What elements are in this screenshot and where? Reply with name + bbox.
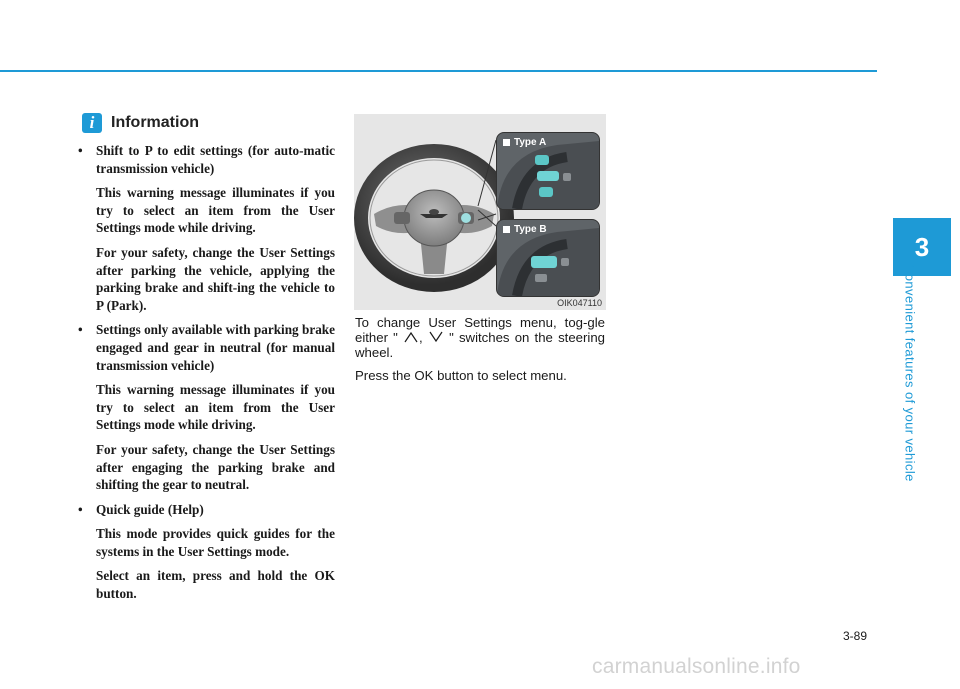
paragraph: For your safety, change the User Settings after engaging the parking brake and shifting the gear to neutral. [96,441,335,493]
page-number: 3-89 [843,629,868,643]
bullet-item: • Settings only available with parking brake engaged and gear in neutral (for manual transmission vehicle) [76,321,335,374]
instruction-text-start: To change User Settings menu, tog-gle either " [355,315,605,345]
type-b-label [503,224,547,235]
instruction-paragraph: Press the OK button to select menu. [355,368,567,383]
information-body [76,142,335,603]
instruction-separator: , [419,330,423,345]
type-a-text: Type A [514,137,547,148]
instruction-paragraph [355,315,605,360]
info-icon: i [82,113,102,133]
figure-code: OIK047110 [557,298,602,308]
watermark: carmanualsonline.info [592,655,801,678]
down-chevron-icon [428,331,444,343]
instructions-body [355,315,605,391]
square-icon [503,139,510,146]
chapter-tab: 3 [893,218,951,276]
information-title: Information [111,114,199,131]
paragraph: This warning message illuminates if you try to select an item from the User Settings mode while driving. [96,382,335,433]
paragraph: This mode provides quick guides for the systems in the User Settings mode. [96,526,335,559]
paragraph: Select an item, press and hold the OK button. [96,568,335,602]
bullet-item: • Shift to P to edit settings (for auto-matic transmission vehicle) [76,142,335,177]
type-a-label [503,137,546,148]
paragraph: This warning message illuminates if you try to select an item from the User Settings mode while driving. [96,185,335,236]
type-b-inset [496,219,600,297]
type-b-text: Type B [514,224,547,235]
bullet-item: • Quick guide (Help) [76,501,335,519]
information-header [82,113,199,133]
header-rule [0,70,877,72]
paragraph: For your safety, change the User Settings after parking the vehicle, applying the parking brake and shift-ing the vehicle to P (Park). [96,244,335,313]
chapter-title: Convenient features of your vehicle [902,264,918,482]
type-a-inset [496,132,600,210]
square-icon [503,226,510,233]
up-chevron-icon [403,331,419,343]
instruction-text-end: " switches on the steering wheel. [355,330,605,360]
